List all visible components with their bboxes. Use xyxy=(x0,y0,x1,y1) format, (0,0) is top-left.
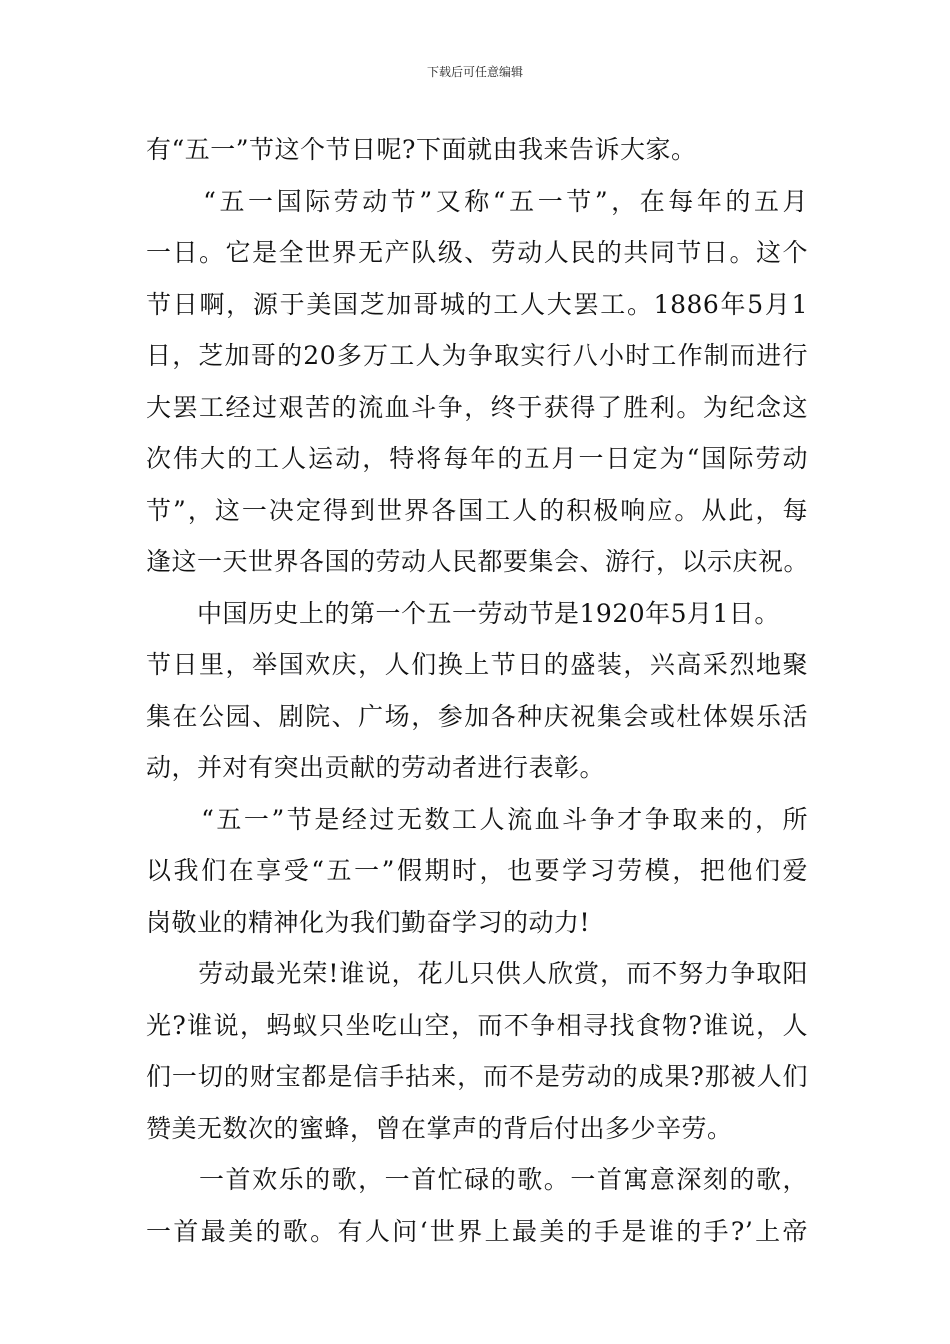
text-line: 节”，这一决定得到世界各国工人的积极响应。从此，每 xyxy=(146,495,808,525)
text-line: 节日里，举国欢庆，人们换上节日的盛装，兴高采烈地聚 xyxy=(146,650,808,679)
text-line: 节日啊，源于美国芝加哥城的工人大罢工。1886年5月1 xyxy=(146,289,808,319)
text-line: 次伟大的工人运动，特将每年的五月一日定为“国际劳动 xyxy=(146,444,808,473)
text-line: 集在公园、剧院、广场，参加各种庆祝集会或杜体娱乐活 xyxy=(146,701,808,731)
text-line: 日，芝加哥的20多万工人为争取实行八小时工作制而进行 xyxy=(146,341,808,370)
text-line: 逢这一天世界各国的劳动人民都要集会、游行，以示庆祝。 xyxy=(146,547,810,576)
text-line: 动，并对有突出贡献的劳动者进行表彰。 xyxy=(146,753,606,782)
text-line: “五一国际劳动节”又称“五一节”，在每年的五月 xyxy=(146,186,808,216)
text-line: 有“五一”节这个节日呢?下面就由我来告诉大家。 xyxy=(146,135,697,164)
text-line: 一日。它是全世界无产队级、劳动人民的共同节日。这个 xyxy=(146,238,808,267)
text-line: 岗敬业的精神化为我们勤奋学习的动力! xyxy=(146,907,591,937)
text-line: 大罢工经过艰苦的流血斗争，终于获得了胜利。为纪念这 xyxy=(146,392,808,422)
document-body xyxy=(146,124,808,1257)
text-line: 中国历史上的第一个五一劳动节是1920年5月1日。 xyxy=(146,598,780,628)
text-line: 一首最美的歌。有人问‘世界上最美的手是谁的手?’上帝 xyxy=(146,1216,808,1246)
text-line: “五一”节是经过无数工人流血斗争才争取来的，所 xyxy=(146,804,808,834)
text-line: 们一切的财宝都是信手拈来，而不是劳动的成果?那被人们 xyxy=(146,1062,808,1091)
page-header: 下载后可任意编辑 xyxy=(426,65,523,79)
text-line: 劳动最光荣!谁说，花儿只供人欣赏，而不努力争取阳 xyxy=(146,959,808,988)
text-line: 一首欢乐的歌，一首忙碌的歌。一首寓意深刻的歌， xyxy=(146,1165,808,1194)
text-line: 赞美无数次的蜜蜂，曾在掌声的背后付出多少辛劳。 xyxy=(146,1113,733,1143)
text-line: 以我们在享受“五一”假期时，也要学习劳模，把他们爱 xyxy=(146,856,808,885)
text-line: 光?谁说，蚂蚁只坐吃山空，而不争相寻找食物?谁说，人 xyxy=(146,1010,808,1040)
